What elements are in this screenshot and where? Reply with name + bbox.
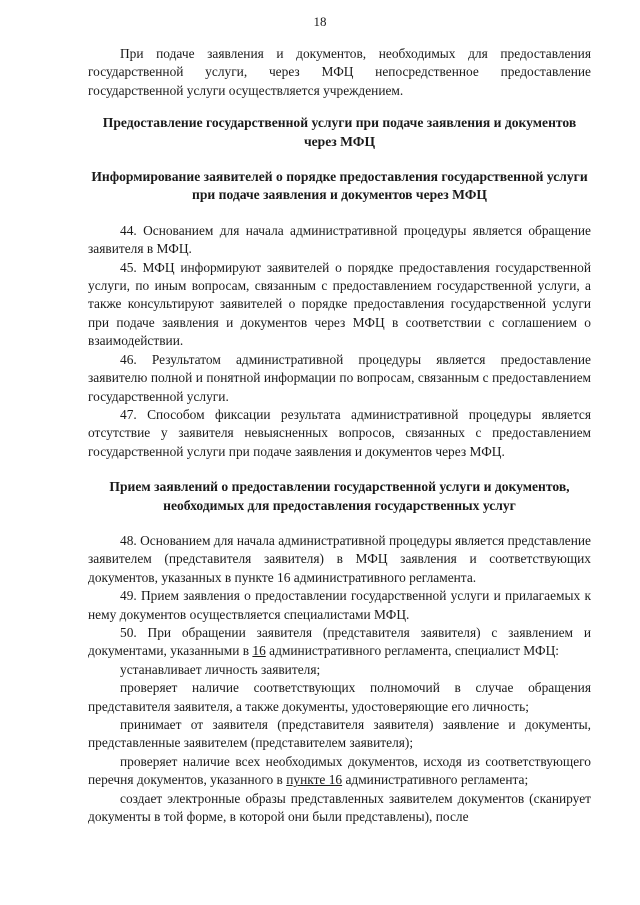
list-item-scan: создает электронные образы представленных заявителем документов (сканирует документы в той форме, в которой они были представлены), после xyxy=(88,790,591,825)
list-item-identity: устанавливает личность заявителя; xyxy=(120,661,321,677)
paragraph-45: 45. МФЦ информируют заявителей о порядке предоставления государственной услуги, по иным вопросам, связанным с предоставлением государственной услуги, а также консультируют заявителей о порядке предоставления государственной услуги при подаче заявления и документов через МФЦ в соответствии с соглашением о взаимодействии. xyxy=(88,259,591,349)
document-body xyxy=(88,45,591,826)
paragraph-50: 50. При обращении заявителя (представителя заявителя) с заявлением и документами, указанными в 16 административного регламента, специалист МФЦ: xyxy=(88,624,591,659)
paragraph-49: 49. Прием заявления о предоставлении государственной услуги и прилагаемых к нему документов осуществляется специалистами МФЦ. xyxy=(88,588,591,622)
list-item-check: проверяет наличие всех необходимых документов, исходя из соответствующего перечня документов, указанного в пункте 16 административного регламента; xyxy=(88,753,591,788)
clause-reference-link[interactable]: пункте 16 xyxy=(286,772,343,788)
regulation-reference-link[interactable]: 16 xyxy=(252,643,266,659)
paragraph-44: 44. Основанием для начала административной процедуры является обращение заявителя в МФЦ. xyxy=(88,222,591,257)
paragraph-47: 47. Способом фиксации результата административной процедуры является отсутствие у заявителя невыясненных вопросов, связанных с предоставлением государственной услуги при подаче заявления и документов через МФЦ. xyxy=(88,406,591,459)
page-number: 18 xyxy=(313,14,327,29)
section-heading: Предоставление государственной услуги при подаче заявления и документов через МФЦ xyxy=(102,115,577,149)
subsection-heading-reception: Прием заявлений о предоставлении государственной услуги и документов, необходимых для предоставления государственных услуг xyxy=(109,479,570,513)
paragraph-46: 46. Результатом административной процедуры является предоставление заявителю полной и понятной информации по вопросам, связанным с предоставлением государственной услуги. xyxy=(88,351,591,404)
subsection-heading: Информирование заявителей о порядке предоставления государственной услуги при подаче заявления и документов через МФЦ xyxy=(91,169,588,203)
intro-paragraph: При подаче заявления и документов, необходимых для предоставления государственной услуги, через МФЦ непосредственное предоставление государственной услуги осуществляется учреждением. xyxy=(88,46,591,98)
list-item-authority: проверяет наличие соответствующих полномочий в случае обращения представителя заявителя, а также документы, удостоверяющие его личность; xyxy=(88,680,591,714)
list-item-accept: принимает от заявителя (представителя заявителя) заявление и документы, представленные заявителем (представителем заявителя); xyxy=(88,717,591,751)
paragraph-48: 48. Основанием для начала административной процедуры является представление заявителем (представителя заявителя) в МФЦ заявления и соответствующих документов, указанных в пункте 16 административного регламента. xyxy=(88,532,591,585)
